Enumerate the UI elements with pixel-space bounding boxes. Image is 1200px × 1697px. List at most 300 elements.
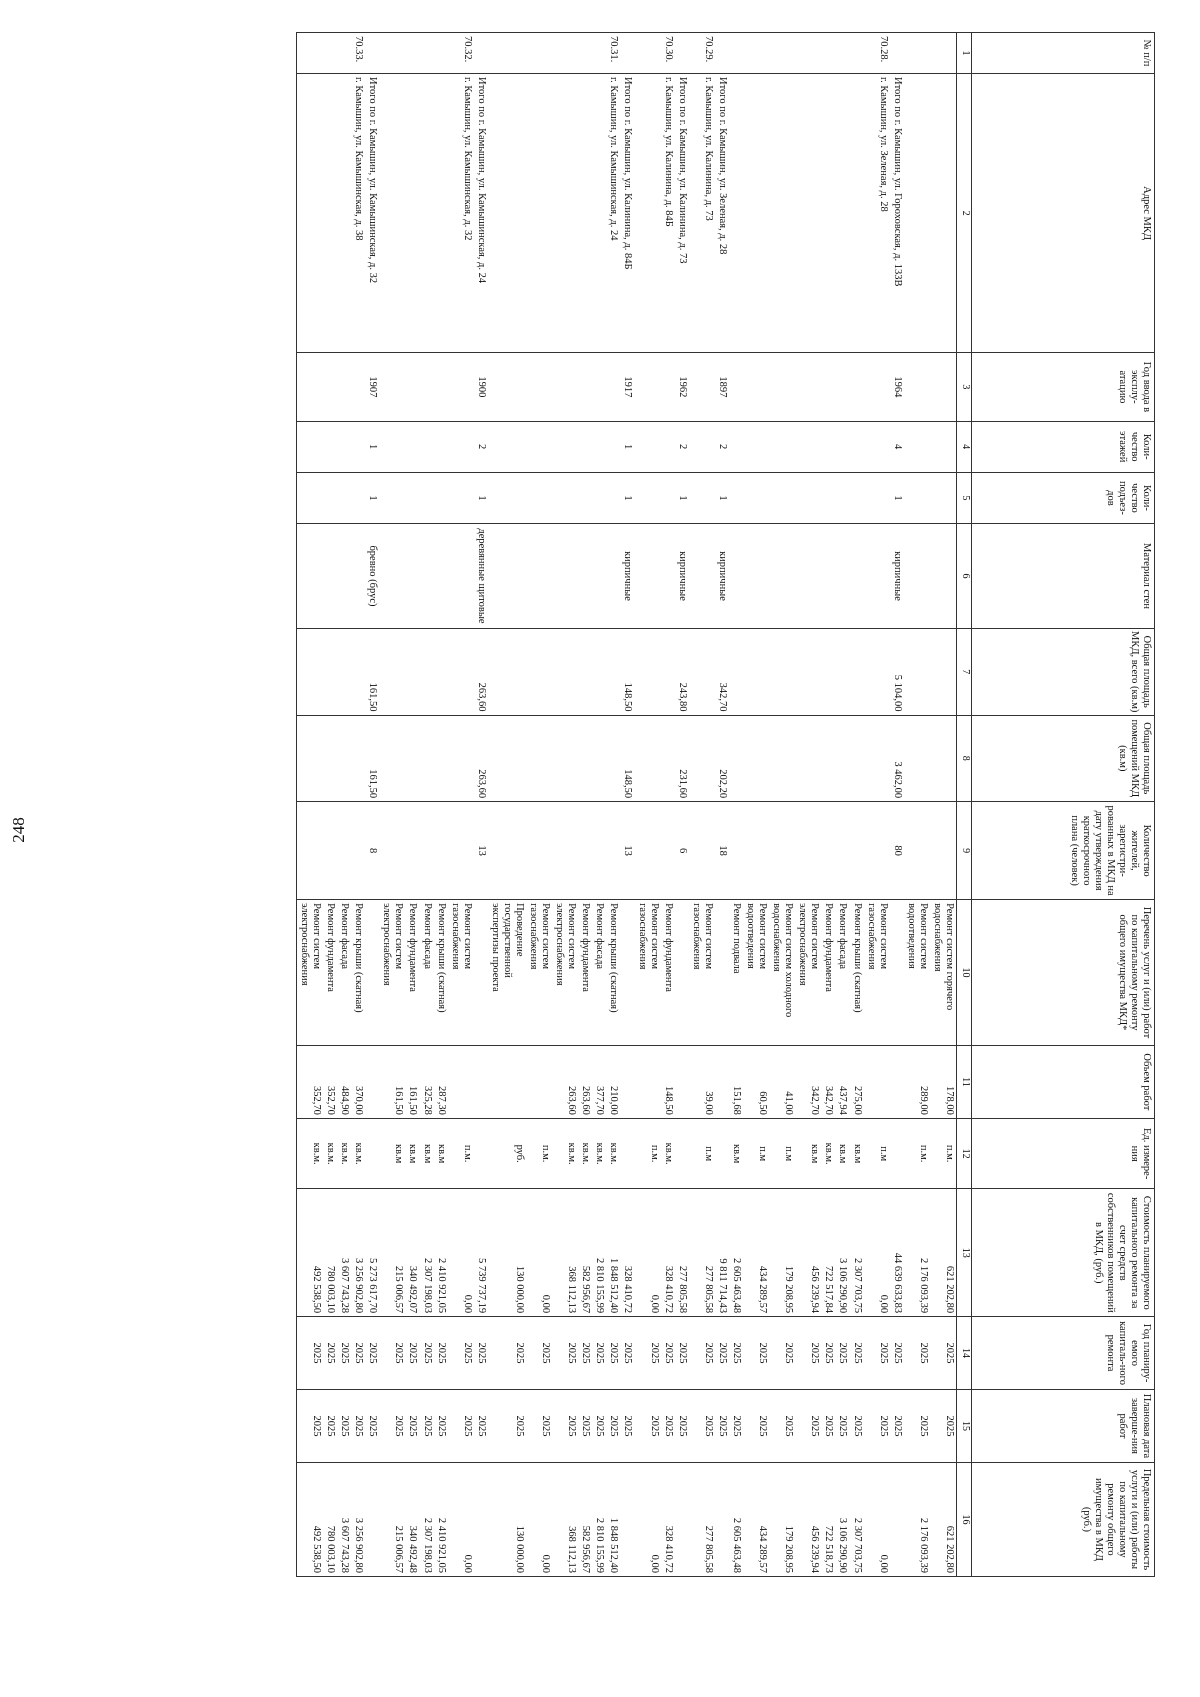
completion-date: 2025 xyxy=(608,1415,620,1437)
planned-cost-cell xyxy=(904,1189,930,1317)
wall-material-cell xyxy=(351,524,365,629)
floors-cell xyxy=(675,421,689,472)
completion-date: 2025 xyxy=(421,1415,433,1437)
row-number-cell xyxy=(850,33,864,74)
address: г. Камышин, ул. Зеленая, д. 28 xyxy=(877,77,889,212)
wall-material-cell xyxy=(864,524,890,629)
total-area: 263,60 xyxy=(475,682,487,712)
completion-date-cell xyxy=(323,1390,337,1463)
year-built: 1964 xyxy=(891,376,903,398)
floors-cell xyxy=(405,421,419,472)
max-cost: 2 307 198,03 xyxy=(421,1517,433,1573)
planned-cost-cell xyxy=(474,1189,488,1317)
work-volume: 39,00 xyxy=(702,1091,714,1115)
work-volume-cell xyxy=(405,1045,419,1118)
work-type-line: государственной xyxy=(501,903,513,978)
total-row xyxy=(365,33,379,1577)
row-number-cell xyxy=(526,33,552,74)
entrances-cell xyxy=(821,472,835,523)
max-cost: 434 289,57 xyxy=(757,1525,769,1573)
max-cost-cell xyxy=(850,1462,864,1576)
planned-cost-cell xyxy=(592,1189,606,1317)
year-built-cell xyxy=(592,353,606,421)
work-type-line: Ремонт систем xyxy=(566,903,578,970)
residents-cell xyxy=(578,802,592,900)
table-row xyxy=(850,33,864,1577)
total-area-cell xyxy=(474,628,488,715)
max-cost-cell xyxy=(405,1462,419,1576)
table-row xyxy=(296,33,323,1577)
unit-cell xyxy=(769,1118,795,1189)
unit: кв.м xyxy=(809,1143,821,1164)
work-type-line: Ремонт фасада xyxy=(837,903,849,970)
work-volume-cell xyxy=(552,1045,578,1118)
work-volume-cell xyxy=(578,1045,592,1118)
repair-year-cell xyxy=(323,1317,337,1390)
work-volume-cell xyxy=(351,1045,365,1118)
address-cell xyxy=(296,74,323,353)
table-row xyxy=(835,33,849,1577)
floors-cell xyxy=(488,421,526,472)
work-type-cell xyxy=(864,900,890,1046)
total-area-cell xyxy=(448,628,474,715)
work-volume-cell xyxy=(592,1045,606,1118)
work-type-line: Ремонт фундамента xyxy=(325,903,337,992)
completion-date: 2025 xyxy=(540,1415,552,1437)
completion-date: 2025 xyxy=(877,1415,889,1437)
floors-cell xyxy=(365,421,379,472)
residents-cell xyxy=(379,802,405,900)
planned-cost: 2 810 155,99 xyxy=(594,1257,606,1314)
unit: кв.м. xyxy=(311,1142,323,1165)
wall-material-cell xyxy=(323,524,337,629)
repair-year: 2025 xyxy=(648,1342,660,1364)
completion-date-cell xyxy=(821,1390,835,1463)
entrances-cell xyxy=(552,472,578,523)
table-row xyxy=(526,33,552,1577)
floors-cell xyxy=(578,421,592,472)
address: г. Камышин, ул. Камышинская, д. 32 xyxy=(461,77,473,241)
work-volume: 60,50 xyxy=(757,1091,769,1115)
entrances: 1 xyxy=(676,495,688,501)
repair-year: 2025 xyxy=(475,1342,487,1364)
max-cost-cell xyxy=(769,1462,795,1576)
max-cost-cell xyxy=(337,1462,351,1576)
planned-cost-cell xyxy=(769,1189,795,1317)
column-number: 9 xyxy=(957,802,972,900)
work-volume-cell xyxy=(930,1045,957,1118)
repair-year-cell xyxy=(795,1317,821,1390)
completion-date-cell xyxy=(890,1390,904,1463)
premises-area-cell xyxy=(864,715,890,802)
row-number: 70.29. xyxy=(702,36,714,63)
completion-date-cell xyxy=(661,1390,675,1463)
address-cell xyxy=(930,74,957,353)
unit-cell xyxy=(661,1118,675,1189)
column-header: Предельная стоимость услуги и (или) работы по капитальному ремонту общего имущества в МКД (руб.) xyxy=(972,1462,1155,1576)
completion-date-cell xyxy=(904,1390,930,1463)
planned-cost: 215 006,57 xyxy=(393,1265,405,1314)
row-number-cell xyxy=(930,33,957,74)
work-type-cell xyxy=(835,900,849,1046)
total-area: 161,50 xyxy=(367,682,379,712)
table-row xyxy=(606,33,620,1577)
work-type-line: Ремонт систем xyxy=(393,903,405,970)
repair-year-cell xyxy=(405,1317,419,1390)
completion-date: 2025 xyxy=(917,1415,929,1437)
year-built-cell xyxy=(488,353,526,421)
floors-cell xyxy=(448,421,474,472)
planned-cost: 5 273 617,70 xyxy=(367,1257,379,1314)
work-type-cell xyxy=(405,900,419,1046)
max-cost-cell xyxy=(526,1462,552,1576)
work-type-line: Ремонт систем xyxy=(648,903,660,970)
floors-cell xyxy=(890,421,904,472)
unit: кв.м. xyxy=(566,1142,578,1165)
repair-year: 2025 xyxy=(393,1342,405,1364)
residents-cell xyxy=(526,802,552,900)
address-cell xyxy=(864,74,890,353)
max-cost: 2 307 703,75 xyxy=(851,1517,863,1573)
work-volume-cell xyxy=(606,1045,620,1118)
column-header: Плановая дата заверше-ния работ xyxy=(972,1390,1155,1463)
row-number-cell xyxy=(365,33,379,74)
wall-material: кирпичные xyxy=(891,551,903,601)
address-cell xyxy=(606,74,620,353)
planned-cost-cell xyxy=(448,1189,474,1317)
address-cell xyxy=(592,74,606,353)
total-area-cell xyxy=(864,628,890,715)
work-type-line: электроснабжения xyxy=(797,903,809,986)
entrances-cell xyxy=(675,472,689,523)
work-type-line: электроснабжения xyxy=(299,903,310,986)
completion-date: 2025 xyxy=(716,1415,728,1437)
completion-date-cell xyxy=(526,1390,552,1463)
repair-year: 2025 xyxy=(461,1342,473,1364)
address-cell xyxy=(351,74,365,353)
year-built-cell xyxy=(635,353,661,421)
max-cost: 1 848 512,40 xyxy=(608,1517,620,1573)
premises-area-cell xyxy=(821,715,835,802)
table-row xyxy=(864,33,890,1577)
unit-cell xyxy=(420,1118,434,1189)
table-row xyxy=(420,33,434,1577)
completion-date-cell xyxy=(296,1390,323,1463)
year-built-cell xyxy=(835,353,849,421)
planned-cost-cell xyxy=(661,1189,675,1317)
premises-area-cell xyxy=(434,715,448,802)
planned-cost-cell xyxy=(890,1189,904,1317)
work-type-line: Ремонт фундамента xyxy=(823,903,835,992)
work-type-line: Ремонт систем холодного xyxy=(783,903,795,1018)
work-type-line: Ремонт систем xyxy=(540,903,552,970)
planned-cost: 44 639 633,83 xyxy=(891,1252,903,1314)
floors: 4 xyxy=(891,444,903,450)
repair-year: 2025 xyxy=(823,1342,835,1364)
address-cell xyxy=(689,74,715,353)
premises-area-cell xyxy=(661,715,675,802)
completion-date: 2025 xyxy=(622,1415,634,1437)
completion-date-cell xyxy=(474,1390,488,1463)
residents-cell xyxy=(620,802,634,900)
premises-area-cell xyxy=(474,715,488,802)
work-type-line: водоснабжения xyxy=(771,903,783,972)
unit-cell xyxy=(296,1118,323,1189)
residents-cell xyxy=(864,802,890,900)
total-area-cell xyxy=(904,628,930,715)
max-cost-cell xyxy=(592,1462,606,1576)
row-number-cell xyxy=(675,33,689,74)
residents-cell xyxy=(488,802,526,900)
wall-material: бревно (брус) xyxy=(367,545,379,607)
work-volume-cell xyxy=(474,1045,488,1118)
repair-year: 2025 xyxy=(917,1342,929,1364)
max-cost-cell xyxy=(379,1462,405,1576)
floors-cell xyxy=(795,421,821,472)
floors-cell xyxy=(434,421,448,472)
completion-date: 2025 xyxy=(339,1415,351,1437)
planned-cost: 2 307 703,75 xyxy=(851,1257,863,1314)
year-built-cell xyxy=(526,353,552,421)
table-row xyxy=(930,33,957,1577)
wall-material: деревянные щитовые xyxy=(475,528,487,624)
unit-cell xyxy=(850,1118,864,1189)
work-type-cell xyxy=(351,900,365,1046)
max-cost: 368 112,13 xyxy=(566,1526,578,1573)
max-cost-cell xyxy=(578,1462,592,1576)
work-type-cell xyxy=(488,900,526,1046)
row-number-cell xyxy=(729,33,743,74)
planned-cost: 2 605 463,48 xyxy=(731,1257,742,1314)
row-number: 70.30. xyxy=(662,36,674,63)
wall-material-cell xyxy=(890,524,904,629)
repair-year-cell xyxy=(661,1317,675,1390)
wall-material-cell xyxy=(552,524,578,629)
work-type-cell xyxy=(675,900,689,1046)
max-cost-cell xyxy=(835,1462,849,1576)
wall-material-cell xyxy=(743,524,769,629)
work-volume: 161,50 xyxy=(407,1085,419,1115)
wall-material-cell xyxy=(675,524,689,629)
row-number-cell xyxy=(379,33,405,74)
unit: п.м. xyxy=(540,1144,552,1163)
entrances-cell xyxy=(890,472,904,523)
completion-date: 2025 xyxy=(435,1415,447,1437)
premises-area-cell xyxy=(592,715,606,802)
premises-area-cell xyxy=(606,715,620,802)
total-area-cell xyxy=(635,628,661,715)
column-number: 12 xyxy=(957,1118,972,1189)
completion-date-cell xyxy=(715,1390,729,1463)
premises-area-cell xyxy=(729,715,743,802)
planned-cost-cell xyxy=(552,1189,578,1317)
work-type-cell xyxy=(821,900,835,1046)
premises-area: 148,50 xyxy=(622,769,634,799)
row-number-cell xyxy=(689,33,715,74)
table-row xyxy=(488,33,526,1577)
max-cost: 3 607 743,28 xyxy=(339,1517,351,1573)
entrances-cell xyxy=(474,472,488,523)
planned-cost: 2 176 093,39 xyxy=(917,1257,929,1314)
premises-area: 263,60 xyxy=(475,769,487,799)
floors-cell xyxy=(592,421,606,472)
address-cell xyxy=(743,74,769,353)
address-cell xyxy=(795,74,821,353)
work-type-line: газоснабжения xyxy=(690,903,702,970)
residents: 6 xyxy=(676,847,688,854)
work-type-line: Ремонт систем горячего xyxy=(944,903,955,1011)
premises-area-cell xyxy=(488,715,526,802)
repair-year: 2025 xyxy=(435,1342,447,1364)
residents-cell xyxy=(795,802,821,900)
unit: п.м. xyxy=(461,1144,473,1163)
row-number-cell xyxy=(890,33,904,74)
entrances-cell xyxy=(904,472,930,523)
unit-cell xyxy=(606,1118,620,1189)
max-cost: 2 810 155,99 xyxy=(594,1517,606,1573)
work-volume-cell xyxy=(850,1045,864,1118)
repair-year-cell xyxy=(930,1317,957,1390)
work-type-cell xyxy=(337,900,351,1046)
max-cost-cell xyxy=(620,1462,634,1576)
total-area: 342,70 xyxy=(716,682,728,712)
planned-cost: 328 410,72 xyxy=(622,1265,634,1314)
work-volume-cell xyxy=(729,1045,743,1118)
year-built-cell xyxy=(379,353,405,421)
completion-date-cell xyxy=(850,1390,864,1463)
work-type-line: Ремонт систем xyxy=(461,903,473,970)
work-volume-cell xyxy=(821,1045,835,1118)
planned-cost-cell xyxy=(930,1189,957,1317)
completion-date-cell xyxy=(835,1390,849,1463)
total-area-cell xyxy=(434,628,448,715)
work-volume: 148,50 xyxy=(662,1085,674,1115)
work-type-line: Ремонт фундамента xyxy=(407,903,419,992)
column-header: Ед. измере-ния xyxy=(972,1118,1155,1189)
premises-area-cell xyxy=(351,715,365,802)
repair-year-cell xyxy=(420,1317,434,1390)
planned-cost-cell xyxy=(675,1189,689,1317)
total-area-cell xyxy=(675,628,689,715)
planned-cost-cell xyxy=(420,1189,434,1317)
work-volume: 352,70 xyxy=(325,1085,337,1115)
max-cost-cell xyxy=(675,1462,689,1576)
row-number: 70.32. xyxy=(461,36,473,63)
unit: кв.м. xyxy=(608,1142,620,1165)
work-volume: 352,70 xyxy=(311,1085,323,1115)
unit-cell xyxy=(864,1118,890,1189)
column-number: 8 xyxy=(957,715,972,802)
floors-cell xyxy=(296,421,323,472)
table-row xyxy=(661,33,675,1577)
unit-cell xyxy=(474,1118,488,1189)
work-volume-cell xyxy=(743,1045,769,1118)
entrances-cell xyxy=(323,472,337,523)
max-cost-cell xyxy=(729,1462,743,1576)
total-area-cell xyxy=(715,628,729,715)
planned-cost-cell xyxy=(850,1189,864,1317)
wall-material-cell xyxy=(578,524,592,629)
wall-material-cell xyxy=(769,524,795,629)
work-type-cell xyxy=(743,900,769,1046)
completion-date-cell xyxy=(434,1390,448,1463)
unit: кв.м. xyxy=(339,1142,351,1165)
address-cell xyxy=(729,74,743,353)
work-type-cell xyxy=(379,900,405,1046)
address: Итого по г. Камышин, ул. Камышинская, д. 32 xyxy=(367,77,379,284)
max-cost-cell xyxy=(434,1462,448,1576)
year-built-cell xyxy=(420,353,434,421)
repair-year-cell xyxy=(864,1317,890,1390)
unit: п.м xyxy=(702,1146,714,1162)
work-volume-cell xyxy=(448,1045,474,1118)
residents-cell xyxy=(769,802,795,900)
work-type-line: Ремонт фасада xyxy=(421,903,433,970)
max-cost: 2 410 921,05 xyxy=(435,1517,447,1573)
residents-cell xyxy=(930,802,957,900)
repair-year: 2025 xyxy=(716,1342,728,1364)
work-volume-cell xyxy=(795,1045,821,1118)
total-area-cell xyxy=(296,628,323,715)
unit: п.м xyxy=(757,1146,769,1162)
planned-cost-cell xyxy=(526,1189,552,1317)
max-cost: 2 176 093,39 xyxy=(917,1517,929,1573)
work-type-cell xyxy=(635,900,661,1046)
column-number-row xyxy=(957,33,972,1577)
planned-cost: 130 000,00 xyxy=(514,1265,525,1314)
residents-cell xyxy=(661,802,675,900)
planned-cost: 0,00 xyxy=(648,1294,660,1314)
wall-material: кирпичные xyxy=(622,551,634,601)
row-number-cell xyxy=(474,33,488,74)
year-built-cell xyxy=(675,353,689,421)
residents-cell xyxy=(635,802,661,900)
max-cost: 340 492,48 xyxy=(407,1525,419,1573)
work-type-line: газоснабжения xyxy=(528,903,540,970)
entrances: 1 xyxy=(367,495,379,501)
repair-year-cell xyxy=(904,1317,930,1390)
work-type-line: газоснабжения xyxy=(636,903,648,970)
work-volume-cell xyxy=(323,1045,337,1118)
planned-cost: 434 289,57 xyxy=(757,1265,769,1314)
unit-cell xyxy=(835,1118,849,1189)
completion-date: 2025 xyxy=(823,1415,835,1437)
repair-year: 2025 xyxy=(514,1342,525,1364)
table-row xyxy=(405,33,419,1577)
year-built-cell xyxy=(620,353,634,421)
completion-date-cell xyxy=(864,1390,890,1463)
row-number-cell xyxy=(635,33,661,74)
completion-date-cell xyxy=(592,1390,606,1463)
work-volume: 289,00 xyxy=(917,1085,929,1115)
address-cell xyxy=(365,74,379,353)
max-cost-cell xyxy=(296,1462,323,1576)
repair-plan-sheet xyxy=(35,32,1155,1577)
row-number-cell xyxy=(420,33,434,74)
year-built-cell xyxy=(689,353,715,421)
residents: 18 xyxy=(716,845,728,856)
row-number-cell xyxy=(448,33,474,74)
year-built-cell xyxy=(365,353,379,421)
unit: кв.м xyxy=(851,1143,863,1164)
repair-year-cell xyxy=(296,1317,323,1390)
total-row xyxy=(890,33,904,1577)
premises-area-cell xyxy=(552,715,578,802)
planned-cost-cell xyxy=(379,1189,405,1317)
max-cost: 621 202,80 xyxy=(944,1525,955,1573)
work-type-cell xyxy=(795,900,821,1046)
planned-cost: 3 106 290,90 xyxy=(837,1257,849,1314)
